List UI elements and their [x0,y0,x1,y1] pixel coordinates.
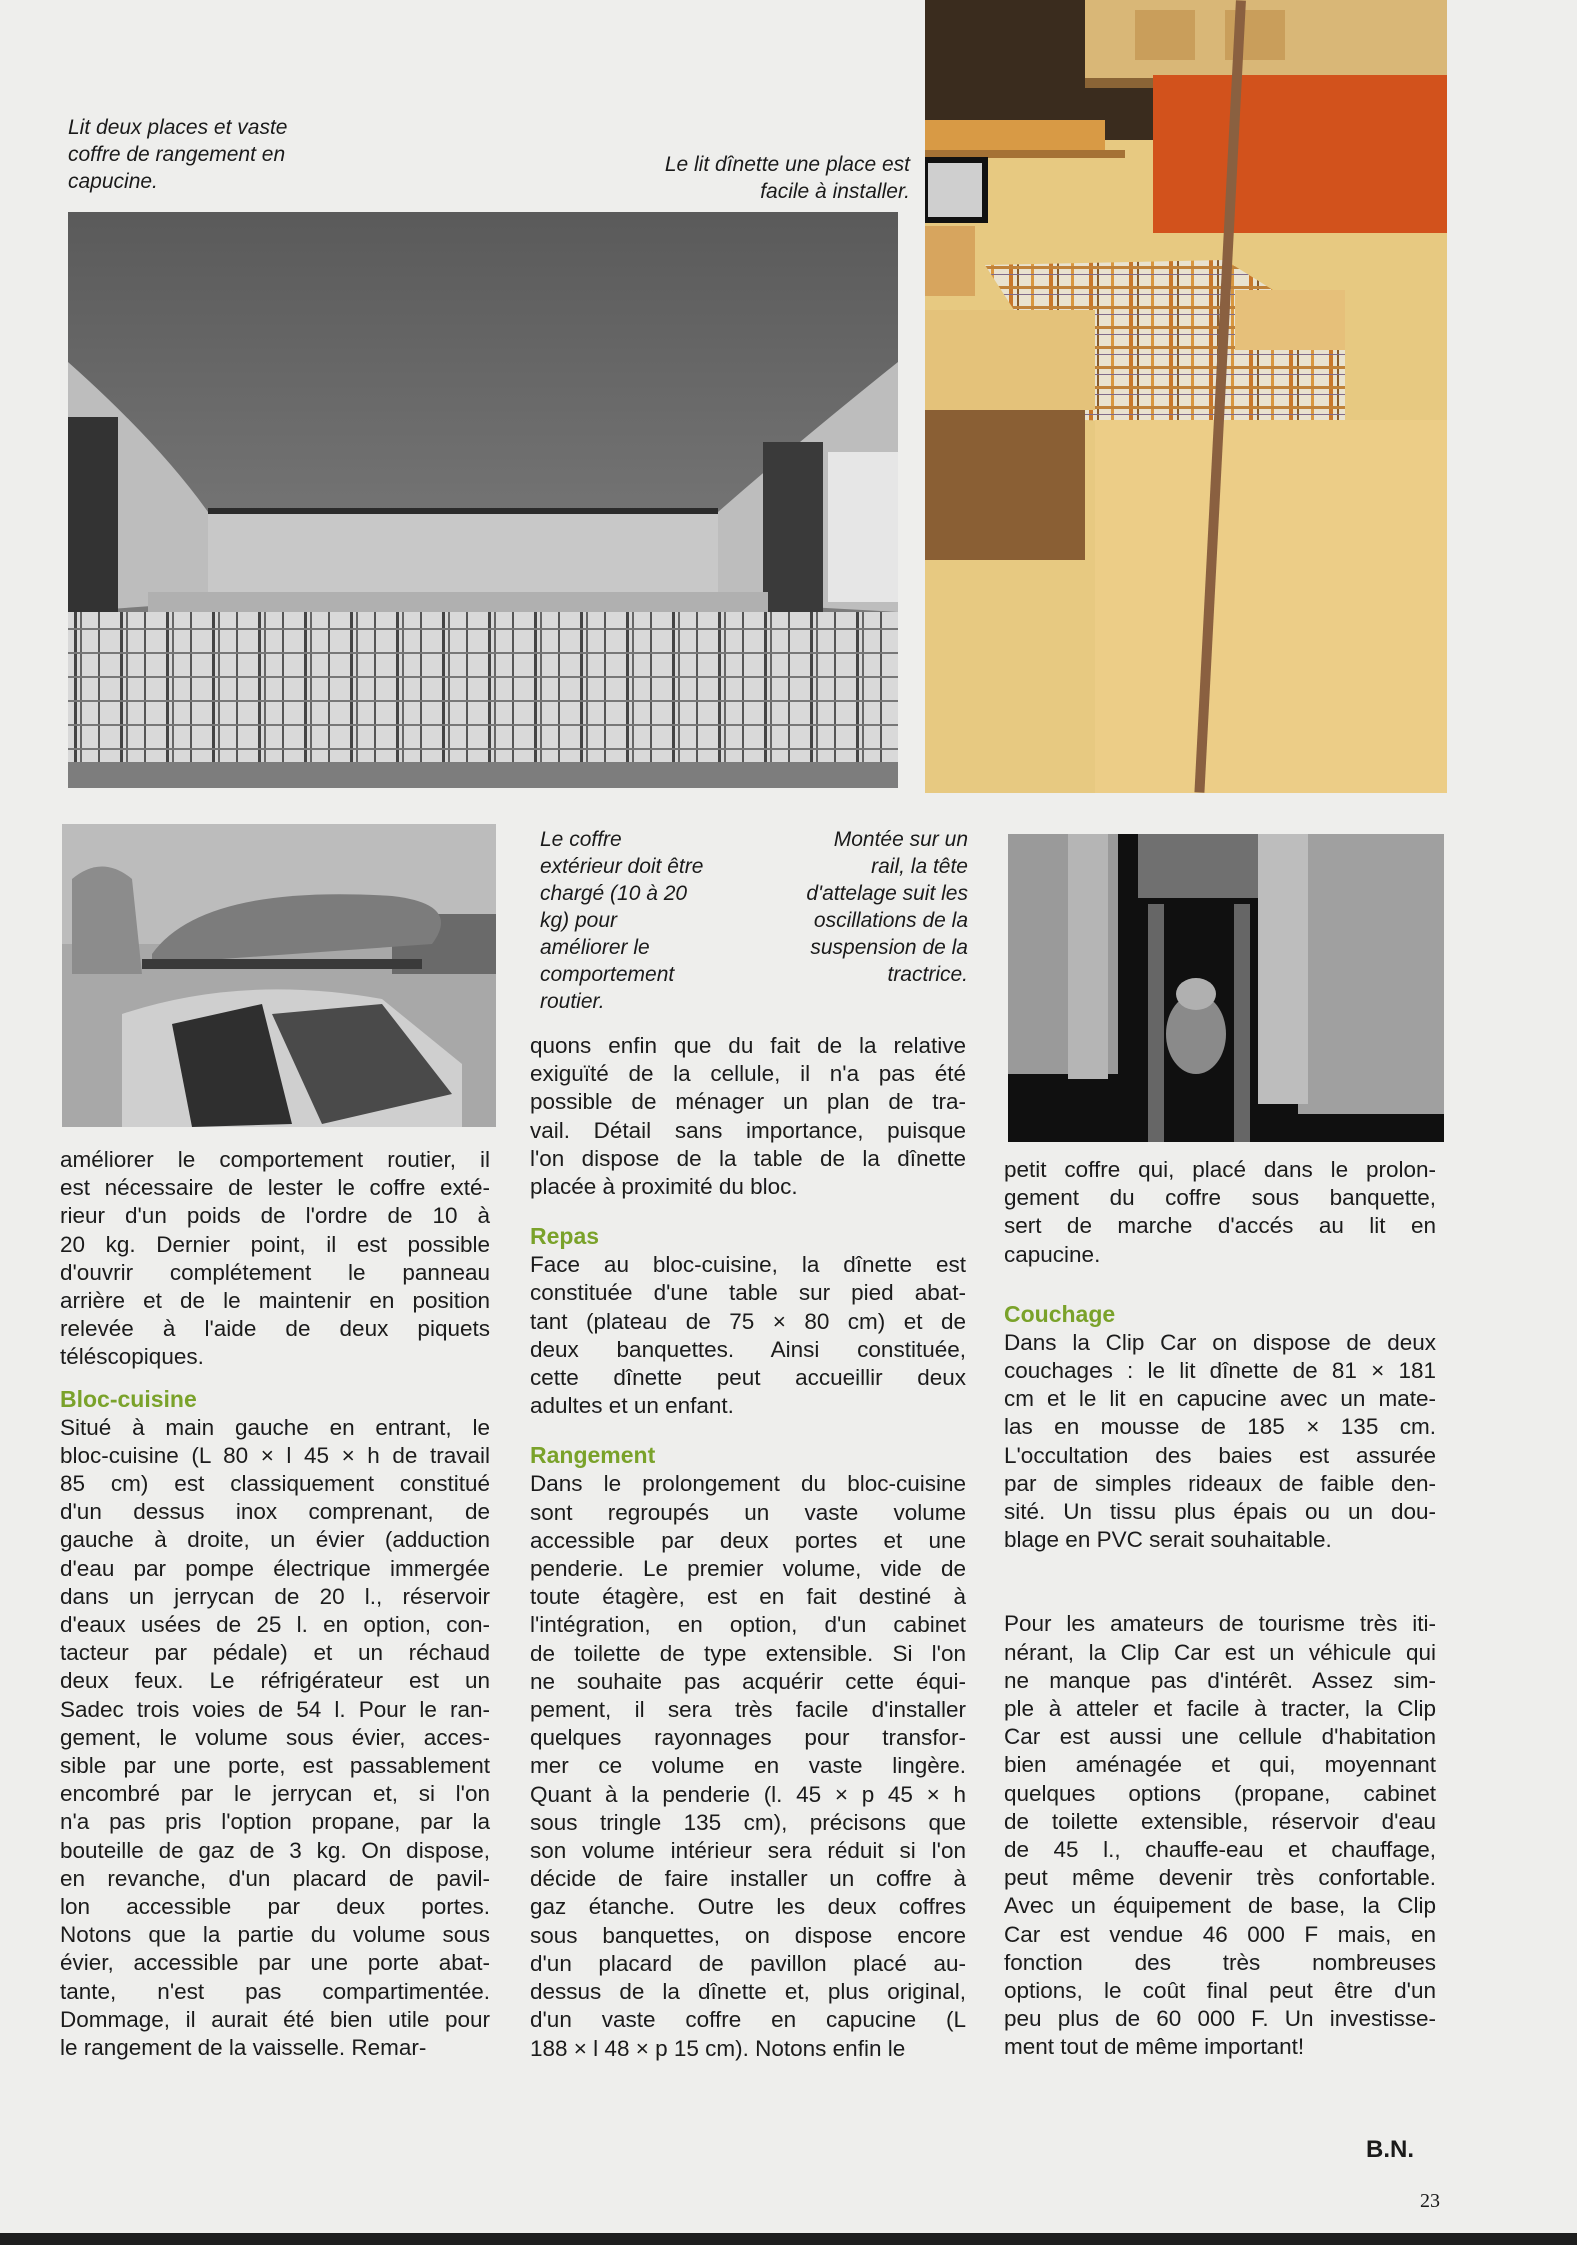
text-line: arrière et de le maintenir en position [60,1288,490,1314]
caption-hitch-rail: Montée sur un rail, la tête d'attelage suit les oscillations de la suspension de la tractrice. [806,828,968,986]
text-line: deux feux. Le réfrigérateur est un [60,1668,490,1694]
text-line: cette dînette peut accueillir deux [530,1365,966,1391]
text-line: tante, n'est pas compartimentée. [60,1978,490,2004]
column-left [60,1146,490,2062]
dinette-interior-illustration [925,0,1447,793]
text-line: téléscopiques. [60,1344,204,1370]
text-line: L'occultation des baies est assurée [1004,1442,1436,1468]
text-line: constituée d'une table sur pied abat- [530,1280,966,1306]
text-line: Quant à la penderie (l. 45 × p 45 × h [530,1781,966,1807]
bloc-cuisine-paragraph [60,1414,490,2063]
right-intro-paragraph [1004,1156,1436,1269]
text-line: Notons que la partie du volume sous [60,1922,490,1948]
text-line: rieur d'un poids de l'ordre de 10 à [60,1203,490,1229]
text-line: vail. Détail sans importance, puisque [530,1117,966,1143]
text-line: cm et le lit en capucine avec un mate- [1004,1386,1436,1412]
text-line: pement, il sera très facile d'installer [530,1697,966,1723]
text-line: tacteur par pédale) et un réchaud [60,1640,490,1666]
text-line: de 45 l., chauffe-eau et chauffage, [1004,1837,1436,1863]
text-line: bien aménagée et qui, moyennant [1004,1752,1436,1778]
text-line: fonction des très nombreuses [1004,1949,1436,1975]
text-line: bouteille de gaz de 3 kg. On dispose, [60,1837,490,1863]
text-line: gaz étanche. Outre les deux coffres [530,1894,966,1920]
text-line: ment tout de même important! [1004,2034,1305,2060]
text-line: exiguïté de la cellule, il n'a pas été [530,1061,966,1087]
text-line: peut même devenir très confortable. [1004,1865,1436,1891]
photo-capucine-bed [68,212,898,788]
text-line: d'un vaste coffre en capucine (L [530,2007,966,2033]
text-line: sible par une porte, est passablement [60,1753,490,1779]
heading-couchage: Couchage [1004,1300,1116,1327]
text-line: blage en PVC serait souhaitable. [1004,1527,1332,1553]
text-line: tant (plateau de 75 × 80 cm) et de [530,1308,966,1334]
text-line: ple à atteler et facile à tracter, la Clip [1004,1696,1436,1722]
text-line: d'un dessus inox comprenant, de [60,1499,490,1525]
text-line: peu plus de 60 000 F. Un investisse- [1004,2006,1436,2032]
text-line: petit coffre qui, placé dans le prolon- [1004,1157,1436,1182]
text-line: sous banquettes, on dispose encore [530,1922,966,1948]
text-line: encombré par le jerrycan et, si l'on [60,1781,490,1807]
text-line: dans un jerrycan de 20 l., réservoir [60,1583,490,1609]
page-number: 23 [1420,2190,1440,2212]
exterior-car-illustration [62,824,496,1127]
text-line: ne souhaite pas acquérir cette équi- [530,1668,966,1694]
text-line: sous tringle 135 cm), précisons que [530,1809,966,1835]
photo-dinette-interior [925,0,1447,793]
text-line: adultes et un enfant. [530,1393,734,1419]
text-line: de toilette extensible, réservoir d'eau [1004,1808,1436,1834]
text-line: d'eau par pompe électrique immergée [60,1555,490,1581]
text-line: quelques options (propane, cabinet [1004,1780,1436,1806]
middle-intro-paragraph [530,1032,966,1201]
text-line: ne manque pas d'intérêt. Assez sim- [1004,1667,1436,1693]
heading-bloc-cuisine: Bloc-cuisine [60,1385,197,1412]
text-line: dessus de la dînette et, plus original, [530,1979,966,2005]
text-line: deux banquettes. Ainsi constituée, [530,1336,966,1362]
text-line: gement du coffre sous banquette, [1004,1185,1436,1211]
text-line: Sadec trois voies de 54 l. Pour le ran- [60,1696,490,1722]
text-line: toute étagère, est en fait destiné à [530,1584,966,1610]
text-line: options, le coût final peut être d'un [1004,1978,1436,2004]
text-line: d'un placard de pavillon placé au- [530,1950,966,1976]
text-line: Dans la Clip Car on dispose de deux [1004,1329,1436,1355]
text-line: l'intégration, en option, d'un cabinet [530,1612,966,1638]
text-line: évier, accessible par une porte abat- [60,1950,490,1976]
text-line: 85 cm) est classiquement constitué [60,1471,490,1497]
text-line: d'eaux usées de 25 l. en option, con- [60,1612,490,1638]
text-line: 20 kg. Dernier point, il est possible [60,1231,490,1257]
text-line: quelques rayonnages pour transfor- [530,1725,966,1751]
text-line: relevée à l'aide de deux piquets [60,1316,490,1342]
text-line: l'on dispose de la table de la dînette [530,1145,966,1171]
caption-exterior-box: Le coffre extérieur doit être chargé (10 à 20 kg) pour améliorer le comportement routier. [540,828,704,1013]
conclusion-paragraph [1004,1610,1436,2061]
text-line: Car est aussi une cellule d'habitation [1004,1724,1436,1750]
author-signature: B.N. [1366,2136,1414,2163]
text-line: de toilette de type extensible. Si l'on [530,1640,966,1666]
text-line: Car est vendue 46 000 F mais, en [1004,1921,1436,1947]
left-intro-paragraph [60,1146,490,1372]
text-line: sert de marche d'accés au lit en [1004,1213,1436,1239]
capucine-bed-illustration [68,212,898,788]
column-middle [530,1032,966,2063]
repas-paragraph [530,1251,966,1420]
text-line: las en mousse de 185 × 135 cm. [1004,1414,1436,1440]
text-line: est nécessaire de lester le coffre exté- [60,1175,490,1201]
text-line: placée à proximité du bloc. [530,1174,798,1200]
text-line: capucine. [1004,1241,1101,1267]
heading-repas: Repas [530,1223,600,1250]
text-line: d'ouvrir complétement le panneau [60,1259,490,1285]
couchage-paragraph [1004,1329,1436,1555]
text-line: lon accessible par deux portes. [60,1894,490,1920]
column-right [1004,1156,1436,2062]
text-line: Face au bloc-cuisine, la dînette est [530,1252,966,1278]
caption-capucine-bed: Lit deux places et vaste coffre de rangement en capucine. [68,116,288,193]
text-line: sont regroupés un vaste volume [530,1499,966,1525]
text-line: nérant, la Clip Car est un véhicule qui [1004,1639,1436,1665]
photo-hitch-head [1008,834,1444,1142]
text-line: possible de ménager un plan de tra- [530,1089,966,1115]
rangement-paragraph [530,1470,966,2062]
text-line: penderie. Le premier volume, vide de [530,1556,966,1582]
hitch-head-illustration [1008,834,1444,1142]
text-line: n'a pas pris l'option propane, par la [60,1809,490,1835]
page-bottom-edge [0,2233,1577,2245]
text-line: mer ce volume en vaste lingère. [530,1753,966,1779]
text-line: couchages : le lit dînette de 81 × 181 [1004,1358,1436,1384]
text-line: son volume intérieur sera réduit si l'on [530,1838,966,1864]
text-line: Dommage, il aurait été bien utile pour [60,2006,490,2032]
text-line: Pour les amateurs de tourisme très iti- [1004,1611,1436,1637]
text-line: gauche à droite, un évier (adduction [60,1527,490,1553]
text-line: bloc-cuisine (L 80 × l 45 × h de travail [60,1442,490,1468]
text-line: Dans le prolongement du bloc-cuisine [530,1471,966,1497]
heading-rangement: Rangement [530,1442,656,1469]
text-line: 188 × l 48 × p 15 cm). Notons enfin le [530,2035,906,2061]
text-line: par de simples rideaux de faible den- [1004,1470,1436,1496]
text-line: gement, le volume sous évier, acces- [60,1724,490,1750]
text-line: en revanche, d'un placard de pavil- [60,1865,490,1891]
text-line: Avec un équipement de base, la Clip [1004,1893,1436,1919]
photo-exterior-car [62,824,496,1127]
text-line: le rangement de la vaisselle. Remar- [60,2035,427,2061]
text-line: quons enfin que du fait de la relative [530,1033,966,1058]
text-line: décide de faire installer un coffre à [530,1866,966,1892]
text-line: Situé à main gauche en entrant, le [60,1414,490,1440]
text-line: améliorer le comportement routier, il [60,1147,490,1172]
text-line: sité. Un tissu plus épais ou un dou- [1004,1499,1436,1525]
caption-dinette-bed: Le lit dînette une place est facile à installer. [664,153,910,203]
text-line: accessible par deux portes et une [530,1527,966,1553]
